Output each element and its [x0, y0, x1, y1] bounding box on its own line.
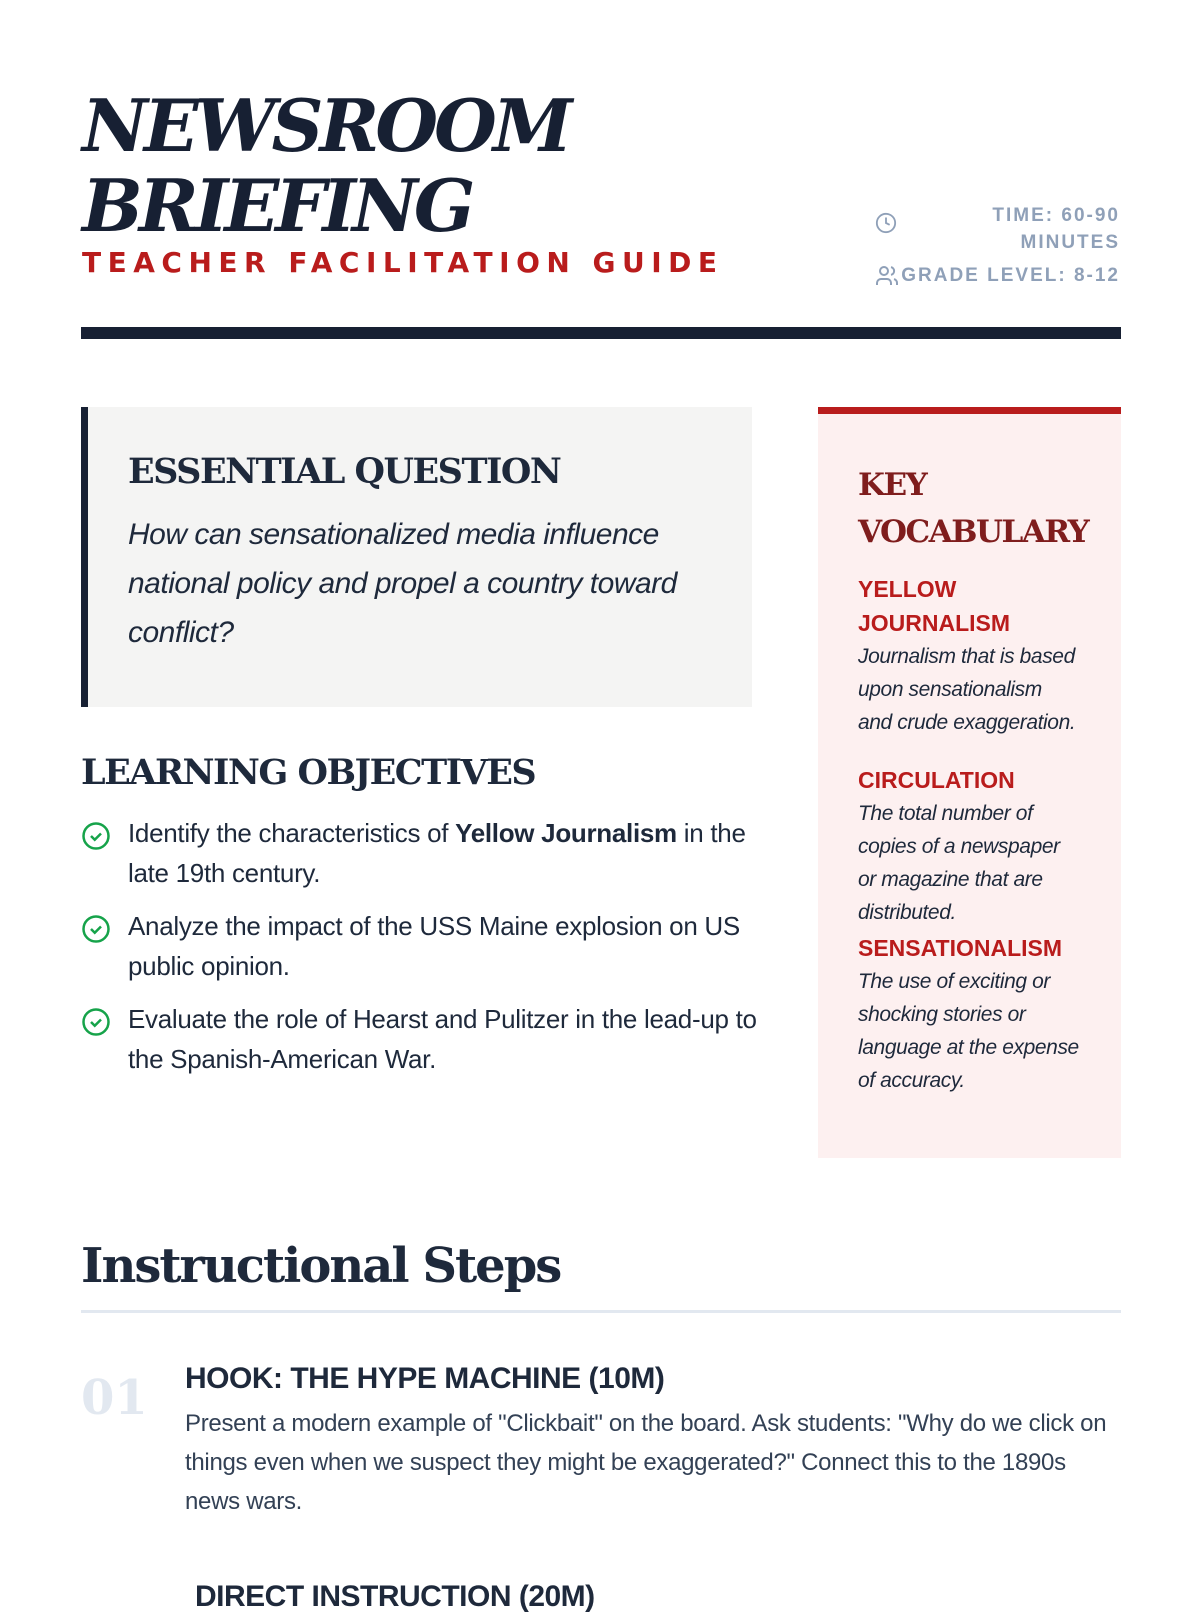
vocab-term: YELLOW JOURNALISM	[858, 576, 1011, 636]
objective-text: Analyze the impact of the USS Maine explosion on US public opinion.	[128, 911, 740, 981]
objective-bold: Yellow Journalism	[455, 818, 677, 848]
check-circle-icon	[81, 1007, 111, 1037]
steps-divider	[81, 1310, 1121, 1313]
vocab-term: CIRCULATION	[858, 767, 1015, 793]
learning-objectives-heading: LEARNING OBJECTIVES	[81, 752, 536, 793]
clock-icon	[875, 212, 897, 234]
step-title: HOOK: THE HYPE MACHINE (10M)	[185, 1362, 665, 1395]
check-circle-icon	[81, 821, 111, 851]
time-row	[850, 202, 1120, 256]
step-title: DIRECT INSTRUCTION (20M)	[195, 1580, 595, 1613]
objective-text: Evaluate the role of Hearst and Pulitzer in the lead-up to the Spanish-American War.	[128, 1004, 757, 1074]
subtitle: TEACHER FACILITATION GUIDE	[82, 246, 724, 279]
essential-question-box	[81, 407, 752, 707]
title-line: NEWSROOM	[82, 83, 569, 168]
users-icon	[875, 264, 899, 288]
header-divider	[81, 327, 1121, 339]
check-circle-icon	[81, 914, 111, 944]
vocabulary-heading: KEY VOCABULARY	[858, 467, 1089, 550]
title-line: BRIEFING	[82, 163, 472, 248]
instructional-steps-heading: Instructional Steps	[81, 1238, 561, 1294]
essential-question-text: How can sensationalized media influence national policy and propel a country toward conflict?	[128, 518, 677, 649]
step-item	[81, 1362, 1121, 1521]
objective-item	[81, 906, 761, 986]
vocab-term: SENSATIONALISM	[858, 935, 1063, 961]
vocab-definition: The use of exciting or shocking stories or language at the expense of accuracy.	[858, 970, 1079, 1092]
vocab-definition: Journalism that is based upon sensationalism and crude exaggeration.	[858, 645, 1076, 734]
step-item	[81, 1580, 1121, 1614]
grade-row	[850, 262, 1120, 289]
step-number: 01	[81, 1370, 148, 1426]
objective-item	[81, 999, 761, 1079]
time-text: TIME: 60-90 MINUTES	[992, 205, 1120, 253]
key-vocabulary	[818, 407, 1121, 1158]
essential-question-heading: ESSENTIAL QUESTION	[128, 451, 561, 492]
objective-text: Identify the characteristics of	[128, 818, 456, 848]
step-body: Present a modern example of "Clickbait" on the board. Ask students: "Why do we click on things even when we suspect they might be exaggerated?" Connect this to the 1890s news wars.	[185, 1410, 1107, 1515]
learning-objectives	[81, 752, 761, 1092]
grade-text: GRADE LEVEL: 8-12	[901, 265, 1120, 286]
vocab-definition: The total number of copies of a newspaper or magazine that are distributed.	[858, 802, 1060, 924]
objective-item	[81, 813, 761, 893]
meta-info	[850, 202, 1120, 289]
objective-text: in the late 19th century.	[128, 818, 746, 888]
page-title	[82, 83, 569, 248]
